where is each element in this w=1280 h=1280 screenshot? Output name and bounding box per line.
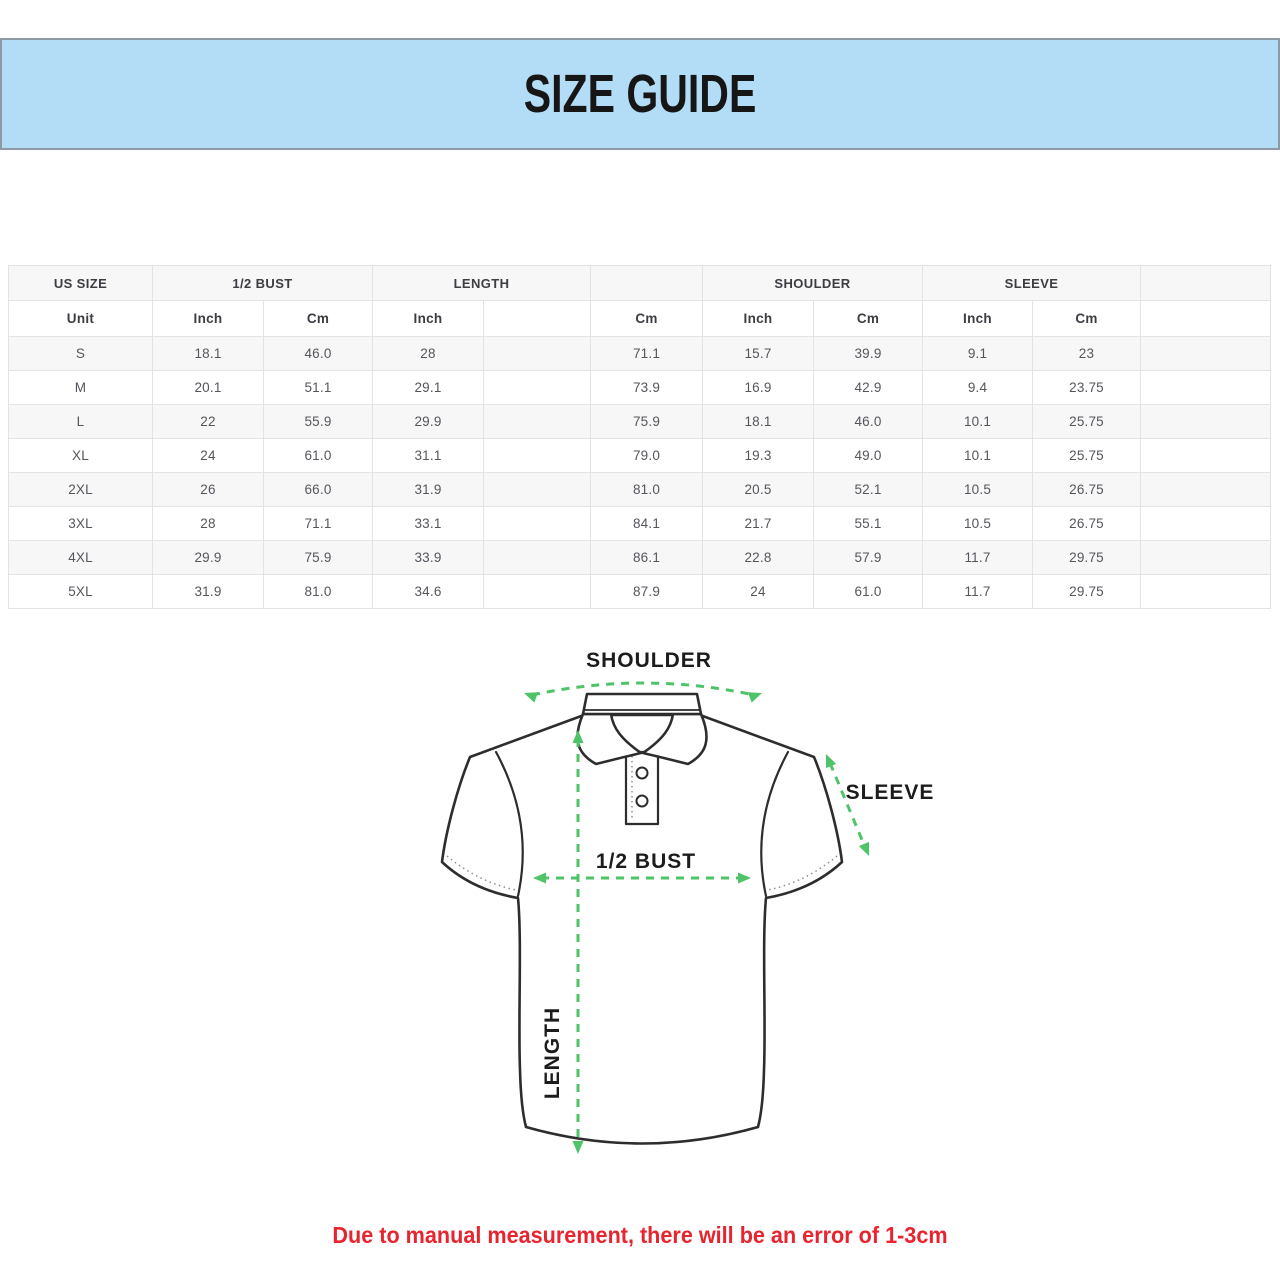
value-cell bbox=[484, 405, 591, 439]
value-cell: 51.1 bbox=[264, 371, 373, 405]
column-group-header bbox=[1141, 266, 1271, 301]
value-cell bbox=[1141, 337, 1271, 371]
value-cell: 24 bbox=[153, 439, 264, 473]
unit-header-cell: Cm bbox=[264, 301, 373, 337]
value-cell: 20.5 bbox=[703, 473, 814, 507]
value-cell: 61.0 bbox=[814, 575, 923, 609]
sleeve-label: SLEEVE bbox=[845, 781, 935, 804]
arrowhead bbox=[748, 688, 764, 703]
unit-header-cell: Cm bbox=[1033, 301, 1141, 337]
value-cell: 33.1 bbox=[373, 507, 484, 541]
value-cell bbox=[1141, 439, 1271, 473]
value-cell: 86.1 bbox=[591, 541, 703, 575]
value-cell: 23 bbox=[1033, 337, 1141, 371]
page-title: SIZE GUIDE bbox=[523, 64, 757, 124]
unit-header-cell: Unit bbox=[9, 301, 153, 337]
value-cell: 31.1 bbox=[373, 439, 484, 473]
value-cell: 28 bbox=[373, 337, 484, 371]
column-group-header: SLEEVE bbox=[923, 266, 1141, 301]
unit-header-cell: Cm bbox=[814, 301, 923, 337]
value-cell: 22.8 bbox=[703, 541, 814, 575]
value-cell bbox=[1141, 473, 1271, 507]
button bbox=[637, 768, 648, 779]
value-cell: 42.9 bbox=[814, 371, 923, 405]
unit-row bbox=[9, 301, 1271, 337]
value-cell: 9.1 bbox=[923, 337, 1033, 371]
unit-header-cell: Inch bbox=[703, 301, 814, 337]
unit-header-cell bbox=[1141, 301, 1271, 337]
value-cell: 73.9 bbox=[591, 371, 703, 405]
value-cell: 18.1 bbox=[153, 337, 264, 371]
size-table-head bbox=[9, 266, 1271, 337]
value-cell: 26 bbox=[153, 473, 264, 507]
placket bbox=[626, 752, 658, 824]
column-group-header bbox=[591, 266, 703, 301]
value-cell: 24 bbox=[703, 575, 814, 609]
value-cell bbox=[1141, 507, 1271, 541]
value-cell bbox=[484, 575, 591, 609]
column-group-header: 1/2 BUST bbox=[153, 266, 373, 301]
size-cell: 3XL bbox=[9, 507, 153, 541]
value-cell: 25.75 bbox=[1033, 439, 1141, 473]
value-cell: 84.1 bbox=[591, 507, 703, 541]
value-cell: 75.9 bbox=[264, 541, 373, 575]
value-cell bbox=[484, 439, 591, 473]
value-cell: 11.7 bbox=[923, 575, 1033, 609]
size-table-body bbox=[9, 337, 1271, 609]
table-row bbox=[9, 337, 1271, 371]
value-cell bbox=[1141, 541, 1271, 575]
unit-header-cell: Cm bbox=[591, 301, 703, 337]
value-cell bbox=[484, 371, 591, 405]
value-cell: 29.75 bbox=[1033, 575, 1141, 609]
value-cell: 29.75 bbox=[1033, 541, 1141, 575]
value-cell: 22 bbox=[153, 405, 264, 439]
value-cell: 34.6 bbox=[373, 575, 484, 609]
column-group-header: SHOULDER bbox=[703, 266, 923, 301]
value-cell: 55.1 bbox=[814, 507, 923, 541]
size-table-container bbox=[8, 265, 1271, 609]
value-cell: 52.1 bbox=[814, 473, 923, 507]
table-row bbox=[9, 575, 1271, 609]
value-cell bbox=[484, 507, 591, 541]
value-cell: 16.9 bbox=[703, 371, 814, 405]
value-cell: 49.0 bbox=[814, 439, 923, 473]
size-cell: 2XL bbox=[9, 473, 153, 507]
arrowhead bbox=[821, 752, 836, 768]
arrowhead bbox=[573, 1141, 584, 1154]
value-cell: 20.1 bbox=[153, 371, 264, 405]
value-cell: 26.75 bbox=[1033, 507, 1141, 541]
size-cell: 4XL bbox=[9, 541, 153, 575]
length-label: LENGTH bbox=[541, 1006, 564, 1100]
value-cell: 81.0 bbox=[591, 473, 703, 507]
value-cell: 46.0 bbox=[264, 337, 373, 371]
value-cell: 29.1 bbox=[373, 371, 484, 405]
value-cell bbox=[1141, 405, 1271, 439]
value-cell bbox=[1141, 371, 1271, 405]
arrowhead bbox=[859, 842, 874, 858]
collar-band bbox=[583, 694, 701, 714]
value-cell bbox=[484, 541, 591, 575]
size-cell: 5XL bbox=[9, 575, 153, 609]
size-cell: M bbox=[9, 371, 153, 405]
value-cell: 10.5 bbox=[923, 473, 1033, 507]
value-cell: 57.9 bbox=[814, 541, 923, 575]
size-guide-banner bbox=[0, 38, 1280, 150]
value-cell: 75.9 bbox=[591, 405, 703, 439]
size-cell: L bbox=[9, 405, 153, 439]
column-group-header: LENGTH bbox=[373, 266, 591, 301]
value-cell: 87.9 bbox=[591, 575, 703, 609]
measurement-disclaimer: Due to manual measurement, there will be an error of 1-3cm bbox=[332, 1222, 948, 1248]
bust-label: 1/2 BUST bbox=[595, 850, 697, 873]
value-cell: 29.9 bbox=[153, 541, 264, 575]
value-cell: 28 bbox=[153, 507, 264, 541]
size-table bbox=[8, 265, 1271, 609]
value-cell: 21.7 bbox=[703, 507, 814, 541]
value-cell: 66.0 bbox=[264, 473, 373, 507]
value-cell bbox=[484, 337, 591, 371]
value-cell: 79.0 bbox=[591, 439, 703, 473]
table-row bbox=[9, 405, 1271, 439]
value-cell: 10.1 bbox=[923, 439, 1033, 473]
column-group-row bbox=[9, 266, 1271, 301]
value-cell: 39.9 bbox=[814, 337, 923, 371]
unit-header-cell bbox=[484, 301, 591, 337]
value-cell: 46.0 bbox=[814, 405, 923, 439]
table-row bbox=[9, 541, 1271, 575]
value-cell: 55.9 bbox=[264, 405, 373, 439]
value-cell: 10.5 bbox=[923, 507, 1033, 541]
shoulder-label: SHOULDER bbox=[586, 649, 712, 672]
arrowhead bbox=[522, 688, 538, 703]
value-cell: 81.0 bbox=[264, 575, 373, 609]
value-cell: 9.4 bbox=[923, 371, 1033, 405]
button bbox=[637, 796, 648, 807]
value-cell: 26.75 bbox=[1033, 473, 1141, 507]
value-cell bbox=[484, 473, 591, 507]
value-cell: 25.75 bbox=[1033, 405, 1141, 439]
value-cell: 33.9 bbox=[373, 541, 484, 575]
value-cell: 23.75 bbox=[1033, 371, 1141, 405]
value-cell: 19.3 bbox=[703, 439, 814, 473]
unit-header-cell: Inch bbox=[923, 301, 1033, 337]
value-cell: 11.7 bbox=[923, 541, 1033, 575]
size-cell: S bbox=[9, 337, 153, 371]
polo-shirt-diagram bbox=[420, 640, 940, 1200]
value-cell: 10.1 bbox=[923, 405, 1033, 439]
column-group-header: US SIZE bbox=[9, 266, 153, 301]
value-cell: 71.1 bbox=[264, 507, 373, 541]
size-cell: XL bbox=[9, 439, 153, 473]
table-row bbox=[9, 439, 1271, 473]
value-cell: 31.9 bbox=[373, 473, 484, 507]
table-row bbox=[9, 473, 1271, 507]
value-cell: 61.0 bbox=[264, 439, 373, 473]
table-row bbox=[9, 371, 1271, 405]
value-cell: 18.1 bbox=[703, 405, 814, 439]
table-row bbox=[9, 507, 1271, 541]
value-cell: 31.9 bbox=[153, 575, 264, 609]
unit-header-cell: Inch bbox=[153, 301, 264, 337]
value-cell: 71.1 bbox=[591, 337, 703, 371]
value-cell: 29.9 bbox=[373, 405, 484, 439]
value-cell bbox=[1141, 575, 1271, 609]
value-cell: 15.7 bbox=[703, 337, 814, 371]
unit-header-cell: Inch bbox=[373, 301, 484, 337]
